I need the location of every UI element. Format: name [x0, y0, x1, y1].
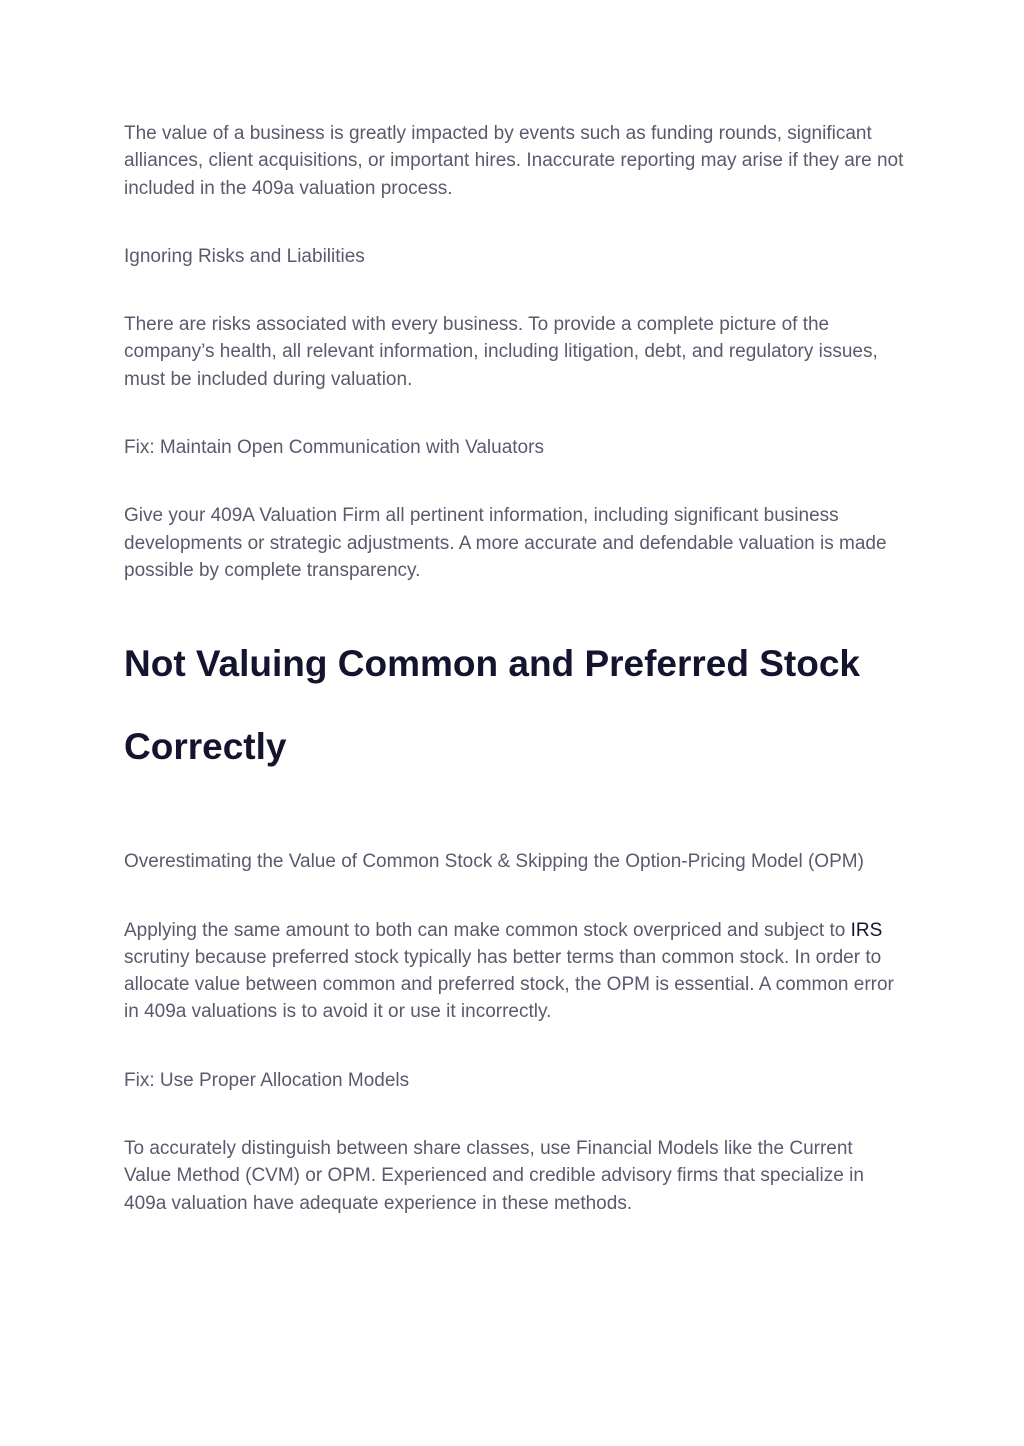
irs-link[interactable]: IRS — [850, 919, 883, 941]
paragraph-opm-text-2: scrutiny because preferred stock typically has better terms than common stock. In order to allocate value between common and preferred stock, the OPM is essential. A common error in 409a valuations is to avoid it or use it incorrectly. — [124, 946, 894, 1023]
paragraph-event-impact: The value of a business is greatly impacted by events such as funding rounds, significant alliances, client acquisitions, or important hires. Inaccurate reporting may arise if they are not included in the 409a valuation process. — [124, 123, 904, 199]
paragraph-risks: There are risks associated with every business. To provide a complete picture of the company’s health, all relevant information, including litigation, debt, and regulatory issues, must be included during valuation. — [124, 314, 878, 390]
paragraph-opm — [124, 917, 904, 1026]
document-page — [124, 120, 904, 1217]
subheading-risks-liabilities: Ignoring Risks and Liabilities — [124, 245, 365, 267]
fix-allocation-models: Fix: Use Proper Allocation Models — [124, 1069, 410, 1091]
paragraph-share-classes: To accurately distinguish between share classes, use Financial Models like the Current Value Method (CVM) or OPM. Experienced and credible advisory firms that specialize in 409a valuation have adequate experience in these methods. — [124, 1138, 864, 1214]
fix-open-communication: Fix: Maintain Open Communication with Valuators — [124, 437, 544, 459]
paragraph-opm-text-1: Applying the same amount to both can make common stock overpriced and subject to — [124, 919, 851, 941]
subheading-overestimating: Overestimating the Value of Common Stock & Skipping the Option-Pricing Model (OPM) — [124, 851, 864, 873]
section-heading: Not Valuing Common and Preferred Stock Correctly — [124, 643, 861, 768]
paragraph-transparency: Give your 409A Valuation Firm all pertinent information, including significant business developments or strategic adjustments. A more accurate and defendable valuation is made possible by complete transparency. — [124, 505, 887, 581]
